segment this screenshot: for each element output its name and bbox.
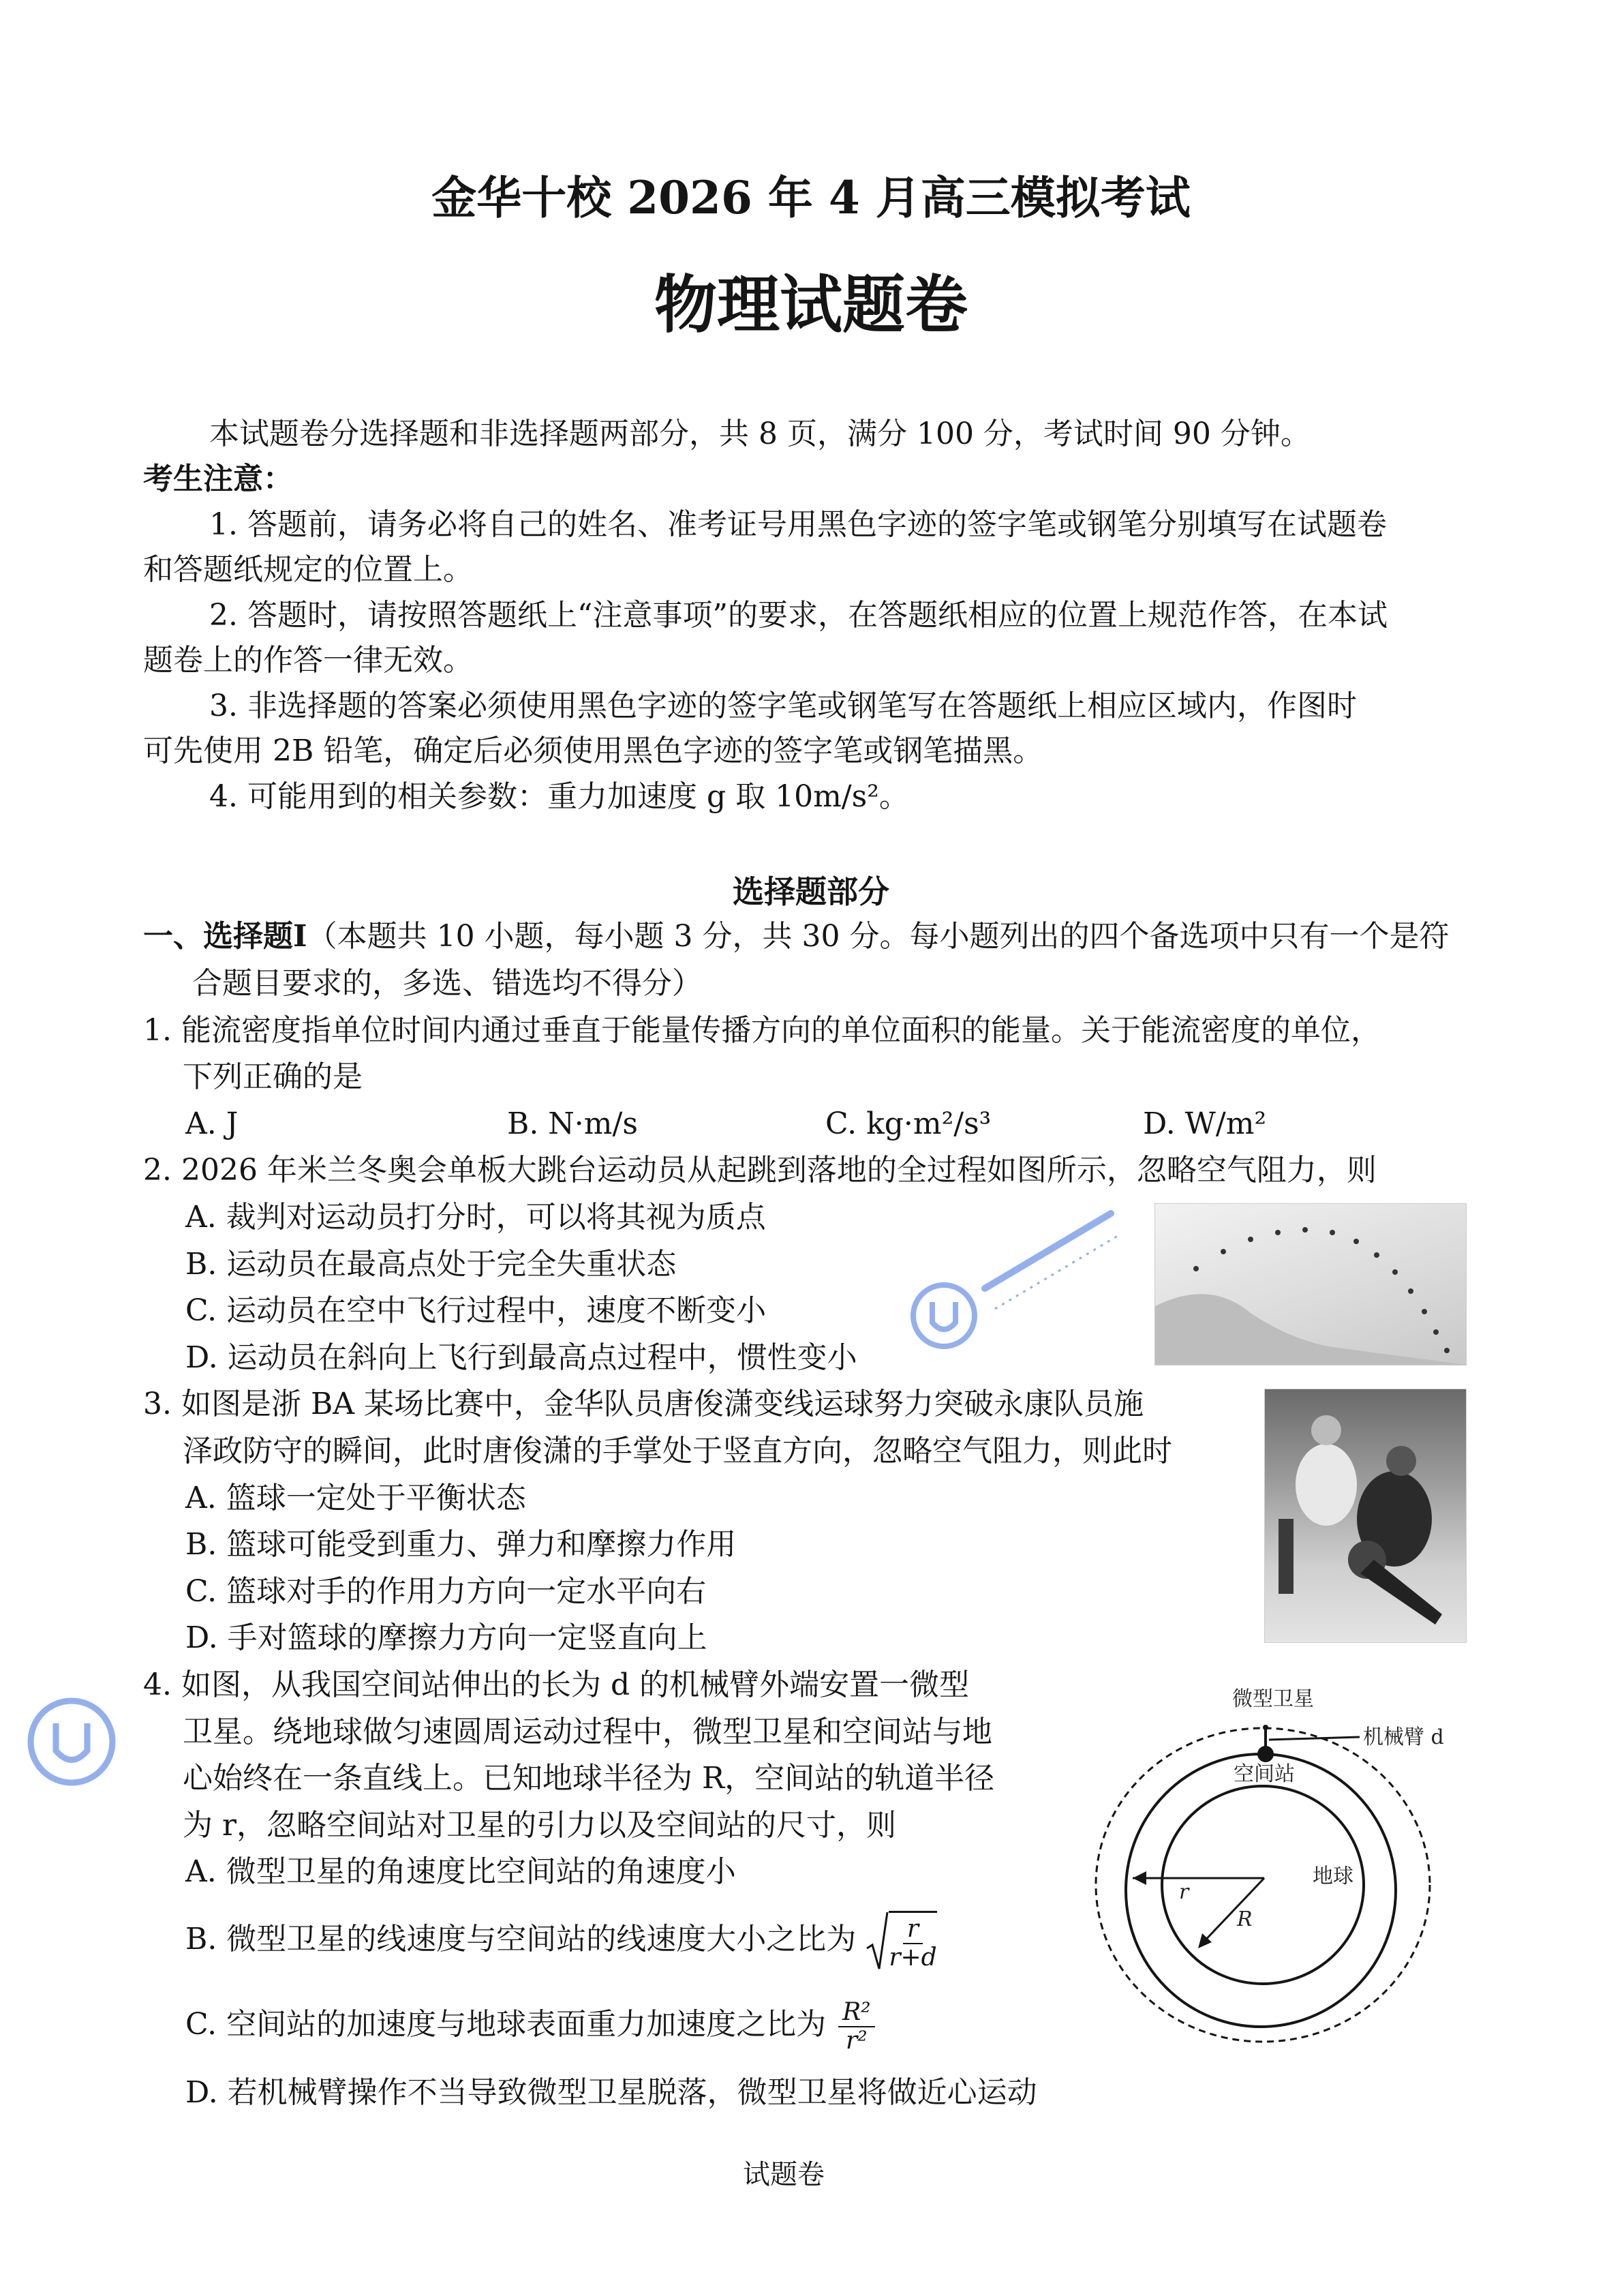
label-R: R — [1237, 1907, 1253, 1931]
question-4-stem: 卫星。绕地球做匀速圆周运动过程中，微型卫星和空间站与地 — [183, 1715, 992, 1749]
intro-text: 本试题卷分选择题和非选择题两部分，共 8 页，满分 100 分，考试时间 90 分钟。 — [209, 417, 1311, 451]
question-1-stem: 1. 能流密度指单位时间内通过垂直于能量传播方向的单位面积的能量。关于能流密度的单位， — [143, 1013, 1381, 1048]
snowboard-jump-photo — [1154, 1203, 1467, 1365]
question-4-option-b — [185, 1909, 937, 1977]
question-4-stem: 为 r，忽略空间站对卫星的引力以及空间站的尺寸，则 — [183, 1808, 897, 1843]
notice-line: 4. 可能用到的相关参数：重力加速度 g 取 10m/s²。 — [209, 779, 909, 814]
part-description: （本题共 10 小题，每小题 3 分，共 30 分。每小题列出的四个备选项中只有一个是符 — [307, 919, 1450, 954]
option-b-text: B. 微型卫星的线速度与空间站的线速度大小之比为 — [185, 1922, 857, 1957]
question-1-option-a: A. J — [185, 1106, 239, 1141]
page-footer: 试题卷 — [743, 2159, 825, 2190]
label-station: 空间站 — [1234, 1762, 1295, 1786]
part-heading-label: 一、选择题Ⅰ — [143, 919, 307, 954]
watermark-stamp — [906, 1200, 1131, 1357]
question-2-option-d: D. 运动员在斜向上飞行到最高点过程中，惯性变小 — [185, 1340, 857, 1375]
part-heading — [143, 916, 1449, 957]
sqrt-fraction — [866, 1911, 936, 1972]
exam-subtitle: 物理试题卷 — [654, 268, 968, 342]
question-3-stem: 泽政防守的瞬间，此时唐俊潇的手掌处于竖直方向，忽略空气阻力，则此时 — [183, 1434, 1172, 1468]
station-dot — [1257, 1746, 1274, 1762]
label-earth: 地球 — [1313, 1864, 1353, 1888]
fraction-numerator: r — [903, 1916, 923, 1944]
question-4-stem: 心始终在一条直线上。已知地球半径为 R，空间站的轨道半径 — [183, 1761, 995, 1796]
label-arm: 机械臂 d — [1363, 1725, 1444, 1749]
watermark-logo-icon — [913, 1285, 975, 1346]
station-orbit — [1126, 1754, 1396, 2027]
fraction — [838, 1999, 875, 2055]
watermark-logo-icon — [31, 1701, 112, 1783]
notice-line: 和答题纸规定的位置上。 — [143, 552, 473, 587]
question-1-option-c: C. kg·m²/s³ — [825, 1106, 992, 1141]
notice-line: 3. 非选择题的答案必须使用黑色字迹的签字笔或钢笔写在答题纸上相应区域内，作图时 — [209, 689, 1357, 723]
option-c-text: C. 空间站的加速度与地球表面重力加速度之比为 — [185, 2007, 827, 2042]
question-4-stem: 4. 如图，从我国空间站伸出的长为 d 的机械臂外端安置一微型 — [143, 1667, 970, 1702]
fraction-denominator: r² — [846, 2026, 868, 2055]
question-1-option-b: B. N·m/s — [507, 1106, 638, 1141]
notice-line: 1. 答题前，请务必将自己的姓名、准考证号用黑色字迹的签字笔或钢笔分别填写在试题卷 — [209, 507, 1387, 542]
question-2-stem: 2. 2026 年米兰冬奥会单板大跳台运动员从起跳到落地的全过程如图所示，忽略空气阻力，则 — [143, 1153, 1377, 1188]
notice-line: 可先使用 2B 铅笔，确定后必须使用黑色字迹的签字笔或钢笔描黑。 — [143, 734, 1043, 768]
fraction-denominator: r+d — [889, 1944, 937, 1972]
section-title: 选择题部分 — [733, 873, 889, 910]
question-3-option-b: B. 篮球可能受到重力、弹力和摩擦力作用 — [185, 1527, 737, 1562]
exam-title: 金华十校 2026 年 4 月高三模拟考试 — [431, 171, 1191, 224]
question-3-option-a: A. 篮球一定处于平衡状态 — [185, 1481, 526, 1515]
question-4-option-d: D. 若机械臂操作不当导致微型卫星脱落，微型卫星将做近心运动 — [185, 2075, 1037, 2110]
part-description: 合题目要求的，多选、错选均不得分） — [192, 966, 702, 1001]
question-2-option-a: A. 裁判对运动员打分时，可以将其视为质点 — [185, 1200, 766, 1235]
question-3-option-d: D. 手对篮球的摩擦力方向一定竖直向上 — [185, 1620, 707, 1655]
question-3-option-c: C. 篮球对手的作用力方向一定水平向右 — [185, 1574, 707, 1609]
question-1-option-d: D. W/m² — [1143, 1106, 1267, 1141]
label-satellite: 微型卫星 — [1232, 1687, 1314, 1711]
question-2-option-b: B. 运动员在最高点处于完全失重状态 — [185, 1247, 677, 1282]
notice-line: 2. 答题时，请按照答题纸上“注意事项”的要求，在答题纸相应的位置上规范作答，在本试 — [209, 598, 1388, 633]
label-r: r — [1179, 1880, 1189, 1904]
question-4-option-a: A. 微型卫星的角速度比空间站的角速度小 — [185, 1854, 736, 1889]
notice-heading: 考生注意： — [143, 462, 293, 496]
notice-line: 题卷上的作答一律无效。 — [143, 643, 473, 678]
fraction-numerator: R² — [838, 1999, 875, 2027]
question-3-stem: 3. 如图是浙 BA 某场比赛中，金华队员唐俊潇变线运球努力突破永康队员施 — [143, 1387, 1144, 1421]
satellite-dot — [1263, 1725, 1268, 1730]
question-1-stem: 下列正确的是 — [183, 1059, 363, 1094]
basketball-game-photo — [1264, 1389, 1467, 1643]
question-2-option-c: C. 运动员在空中飞行过程中，速度不断变小 — [185, 1293, 767, 1328]
orbit-diagram — [1090, 1677, 1472, 2059]
question-4-option-c — [185, 1994, 875, 2055]
watermark-stamp — [14, 1684, 129, 1800]
